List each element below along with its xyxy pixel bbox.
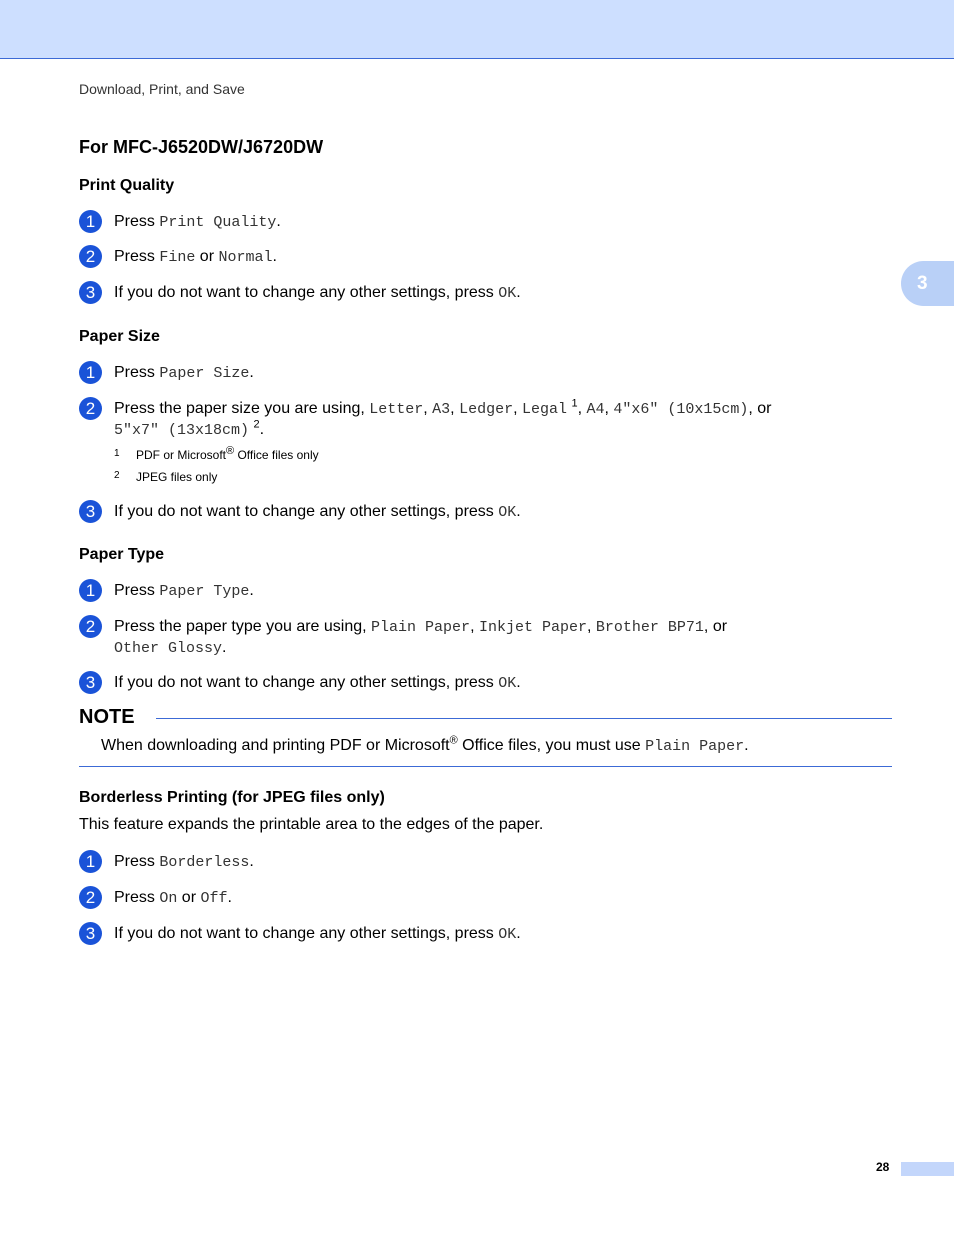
footnote-1: 1 PDF or Microsoft® Office files only	[114, 445, 319, 462]
menu-option: Paper Type	[159, 583, 250, 600]
step-number-icon: 2	[79, 615, 102, 638]
step-number-icon: 2	[79, 886, 102, 909]
chapter-tab[interactable]: 3	[901, 261, 954, 306]
menu-option: Fine	[159, 249, 196, 266]
menu-option: OK	[498, 926, 517, 943]
step-number-icon: 1	[79, 850, 102, 873]
step-borderless-1: 1 Press Borderless.	[79, 852, 834, 873]
step-number-icon: 1	[79, 210, 102, 233]
step-number-icon: 3	[79, 922, 102, 945]
note-text: When downloading and printing PDF or Microsoft® Office files, you must use Plain Paper.	[101, 734, 749, 755]
step-number-icon: 1	[79, 361, 102, 384]
menu-option: OK	[498, 675, 517, 692]
menu-option: OK	[498, 504, 517, 521]
step-paper-size-1: 1 Press Paper Size.	[79, 363, 834, 384]
page-number: 28	[876, 1160, 890, 1174]
step-paper-type-2: 2 Press the paper type you are using, Plain Paper, Inkjet Paper, Brother BP71, or Other Glossy.	[79, 617, 834, 659]
step-paper-type-3: 3 If you do not want to change any other settings, press OK.	[79, 673, 834, 694]
step-number-icon: 3	[79, 281, 102, 304]
note-bottom-divider	[79, 766, 892, 767]
menu-option: On	[159, 890, 178, 907]
note-divider	[156, 718, 892, 719]
borderless-intro: This feature expands the printable area to the edges of the paper.	[79, 816, 544, 833]
step-borderless-3: 3 If you do not want to change any other settings, press OK.	[79, 924, 834, 945]
menu-option: OK	[498, 285, 517, 302]
step-paper-type-1: 1 Press Paper Type.	[79, 581, 834, 602]
header-band	[0, 0, 954, 59]
step-paper-size-2: 2 Press the paper size you are using, Letter, A3, Ledger, Legal $^1$, A4, 4"x6" (10x15cm), or 5"x7" (13x18cm) $^2$.	[79, 399, 834, 441]
heading-borderless: Borderless Printing (for JPEG files only)	[79, 789, 385, 806]
step-print-quality-1: 1 Press Print Quality.	[79, 212, 834, 233]
step-print-quality-3: 3 If you do not want to change any other settings, press OK.	[79, 283, 834, 304]
step-number-icon: 3	[79, 671, 102, 694]
menu-option: Print Quality	[159, 214, 277, 231]
step-print-quality-2: 2 Press Fine or Normal.	[79, 247, 834, 268]
menu-option: Borderless	[159, 854, 250, 871]
page-bar	[901, 1162, 954, 1176]
heading-print-quality: Print Quality	[79, 177, 175, 194]
menu-option: Paper Size	[159, 365, 250, 382]
step-borderless-2: 2 Press On or Off.	[79, 888, 834, 909]
footnote-2: 2 JPEG files only	[114, 470, 218, 484]
heading-paper-size: Paper Size	[79, 328, 160, 345]
note-title: NOTE	[79, 706, 135, 728]
step-number-icon: 2	[79, 245, 102, 268]
menu-option: Off	[200, 890, 228, 907]
breadcrumb: Download, Print, and Save	[79, 81, 245, 97]
step-number-icon: 1	[79, 579, 102, 602]
footnote-ref: 1	[571, 397, 578, 410]
heading-paper-type: Paper Type	[79, 546, 165, 563]
step-paper-size-3: 3 If you do not want to change any other settings, press OK.	[79, 502, 834, 523]
step-number-icon: 2	[79, 397, 102, 420]
menu-option: Normal	[218, 249, 273, 266]
footnote-ref: 2	[253, 418, 260, 431]
page-title: For MFC-J6520DW/J6720DW	[79, 137, 324, 157]
step-number-icon: 3	[79, 500, 102, 523]
